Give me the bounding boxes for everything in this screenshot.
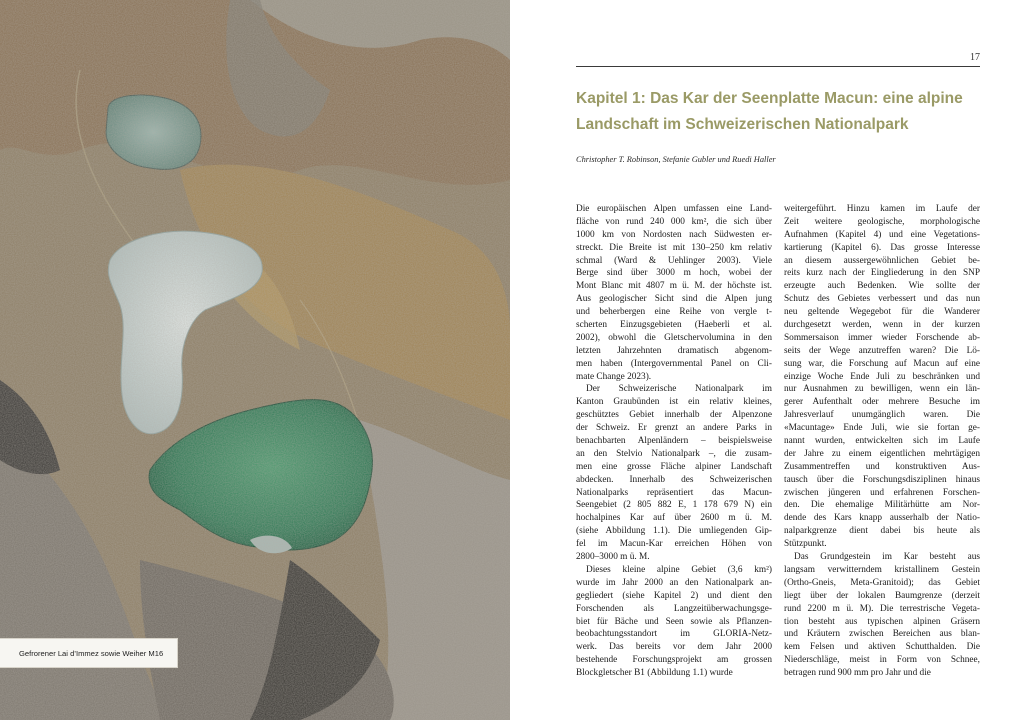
text-line: an diesem aussergewöhnlichen Gebiet be- xyxy=(784,255,980,266)
text-line: durchgesetzt werden, wenn in der kurzen xyxy=(784,320,980,331)
text-line: kem Felsen und aktiven Schutthalden. Die xyxy=(784,642,980,653)
text-line: Sommersaison immer wieder Forschende ab- xyxy=(784,332,980,343)
chapter-authors: Christopher T. Robinson, Stefanie Gubler und Ruedi Haller xyxy=(576,155,776,164)
text-line: liegt über der lokalen Baumgrenze (derzeit xyxy=(784,590,980,601)
text-line: reits kurz nach der Eingliederung in den SNP xyxy=(784,268,980,279)
text-line: Zusammentreffen und konstruktiven Aus- xyxy=(784,461,980,472)
text-line: betragen rund 900 mm pro Jahr und die xyxy=(784,668,931,679)
text-line: Mont Blanc mit 4807 m ü. M. der höchste ist. xyxy=(576,281,772,292)
text-line: nur Ausnahmen zu bewilligen, wenn ein län- xyxy=(784,384,980,395)
text-line: seits der Wege anzutreffen waren? Die Lö- xyxy=(784,345,980,356)
text-line: der Jahre zu einem eigentlichen mehrtägigen xyxy=(784,448,980,459)
text-line: sung war, die Forschung auf Macun auf eine xyxy=(784,358,980,369)
text-line: Aufnahmen (Kapitel 4) und eine Vegetations- xyxy=(784,229,980,240)
text-line: werk. Das bereits vor dem Jahr 2000 xyxy=(576,642,772,653)
text-line: Das Grundgestein im Kar besteht aus xyxy=(794,552,980,563)
chapter-title xyxy=(576,86,980,138)
text-line: scherten Einzugsgebieten (Haeberli et al. xyxy=(576,320,772,331)
text-line: fläche von rund 240 000 km², die sich über xyxy=(576,216,772,227)
text-line: geschütztes Gebiet innerhalb der Alpenzone xyxy=(576,410,772,421)
text-line: letzten Jahrzehnten dramatisch abgenom- xyxy=(576,345,772,356)
text-line: beobachtungsstandort im GLORIA-Netz- xyxy=(576,629,772,640)
page-number: 17 xyxy=(970,52,980,63)
text-line: wurde im Jahr 2000 an den Nationalpark an- xyxy=(576,577,772,588)
text-line: «Macuntage» Ende Juli, wie sie fortan ge- xyxy=(784,423,980,434)
text-line: neu geltende Wegegebot für die Wanderer xyxy=(784,307,980,318)
text-line: rund 2200 m ü. M). Die terrestrische Vegeta- xyxy=(784,603,980,614)
text-line: Kanton Graubünden ist ein relativ kleines, xyxy=(576,397,772,408)
text-line: (Ortho-Gneis, Meta-Granitoid); das Gebiet xyxy=(784,577,980,588)
text-line: Berge sind über 3000 m hoch, wobei der xyxy=(576,268,772,279)
text-line: zwischen jüngeren und erfahrenen Forschen- xyxy=(784,487,980,498)
text-line: biet für Bäche und Seen sowie als Pflanzen- xyxy=(576,616,772,627)
text-line: 2800–3000 m ü. M. xyxy=(576,552,650,563)
text-line: und Kräutern zwischen Bereichen aus blan- xyxy=(784,629,980,640)
text-line: Blockgletscher B1 (Abbildung 1.1) wurde xyxy=(576,668,733,679)
text-line: fel im Macun-Kar erreichen Höhen von xyxy=(576,539,772,550)
text-line: hochalpines Kar auf über 2600 m ü. M. xyxy=(576,513,772,524)
text-line: kartierung (Kapitel 6). Das grosse Interesse xyxy=(784,242,980,253)
text-line: Jahresverlauf unumgänglich waren. Die xyxy=(784,410,980,421)
text-line: mate Change 2023). xyxy=(576,371,652,382)
body-text-column-1 xyxy=(576,203,772,680)
text-line: und beherbergen eine Reihe von vergle t- xyxy=(576,307,772,318)
text-line: 1000 km von Nordosten nach Südwesten er- xyxy=(576,229,772,240)
text-line: Forschenden als Langzeitüberwachungsge- xyxy=(576,603,772,614)
text-line: tausch über die Forschungsdisziplinen hinaus xyxy=(784,474,980,485)
photo-caption-box xyxy=(0,638,178,668)
text-line: den. Die ehemalige Militärhütte am Nor- xyxy=(784,500,980,511)
chapter-title-line: Kapitel 1: Das Kar der Seenplatte Macun: eine alpine xyxy=(576,90,963,107)
text-line: erzeugte auch Bedenken. Wie sollte der xyxy=(784,281,980,292)
text-line: dende des Kars knapp ausserhalb der Natio- xyxy=(784,513,980,524)
photo-caption: Gefrorener Lai d’Immez sowie Weiher M16 xyxy=(19,648,164,658)
text-line: nannt wurden, entwickelten sich im Laufe xyxy=(784,436,980,447)
text-line: benachbarten Alpenländern – beispielsweise xyxy=(576,436,772,447)
text-line: bestehende Forschungsprojekt am grossen xyxy=(576,655,772,666)
text-line: Seengebiet (2 805 882 E, 1 178 679 N) ein xyxy=(576,500,772,511)
text-line: streckt. Die Breite ist mit 130–250 km relativ xyxy=(576,242,772,253)
text-line: an den Stelvio Nationalpark –, die zusam- xyxy=(576,448,772,459)
text-line: weitergeführt. Hinzu kamen im Laufe der xyxy=(784,204,980,214)
text-line: tion besteht aus typischen alpinen Gräsern xyxy=(784,616,980,627)
chapter-title-line: Landschaft im Schweizerischen Nationalpark xyxy=(576,116,909,133)
text-line: langsam verwitterndem kristallinem Gestein xyxy=(784,564,980,575)
text-line: Aus geologischer Sicht sind die Alpen jung xyxy=(576,294,772,305)
text-line: Der Schweizerische Nationalpark im xyxy=(586,384,772,395)
text-line: Dieses kleine alpine Gebiet (3,6 km²) xyxy=(586,564,772,575)
header-rule xyxy=(576,66,980,67)
text-line: (siehe Abbildung 1.1). Die umliegenden Gip- xyxy=(576,526,772,537)
body-text-column-2 xyxy=(784,203,980,680)
text-line: der Schweiz. Er grenzt an andere Parks in xyxy=(576,423,772,434)
text-line: Zeit weitere geologische, morphologische xyxy=(784,216,980,227)
text-line: men haben (Intergovernmental Panel on Cli- xyxy=(576,358,772,369)
text-line: Niederschläge, meist in Form von Schnee, xyxy=(784,655,980,666)
text-line: Stützpunkt. xyxy=(784,539,827,550)
text-line: 2002), obwohl die Gletschervolumina in den xyxy=(576,332,772,343)
text-line: einzige Woche Ende Juli zu beschränken und xyxy=(784,371,980,382)
text-line: gerer Aufenthalt oder mehrere Besuche im xyxy=(784,397,980,408)
text-line: schmal (Ward & Uehlinger 2003). Viele xyxy=(576,255,772,266)
text-line: abdecken. Innerhalb des Schweizerischen xyxy=(576,474,772,485)
text-page xyxy=(510,0,1020,720)
text-line: Die europäischen Alpen umfassen eine Land- xyxy=(576,204,772,214)
text-line: men eine grosse Fläche alpiner Landschaft xyxy=(576,461,772,472)
text-line: gegliedert (siehe Kapitel 2) und dient den xyxy=(576,590,772,601)
text-line: nalparkgrenze dient dabei bis heute als xyxy=(784,526,980,537)
text-line: Nationalparks repräsentiert das Macun- xyxy=(576,487,772,498)
text-line: Schutz des Gebietes verbessert und das nun xyxy=(784,294,980,305)
